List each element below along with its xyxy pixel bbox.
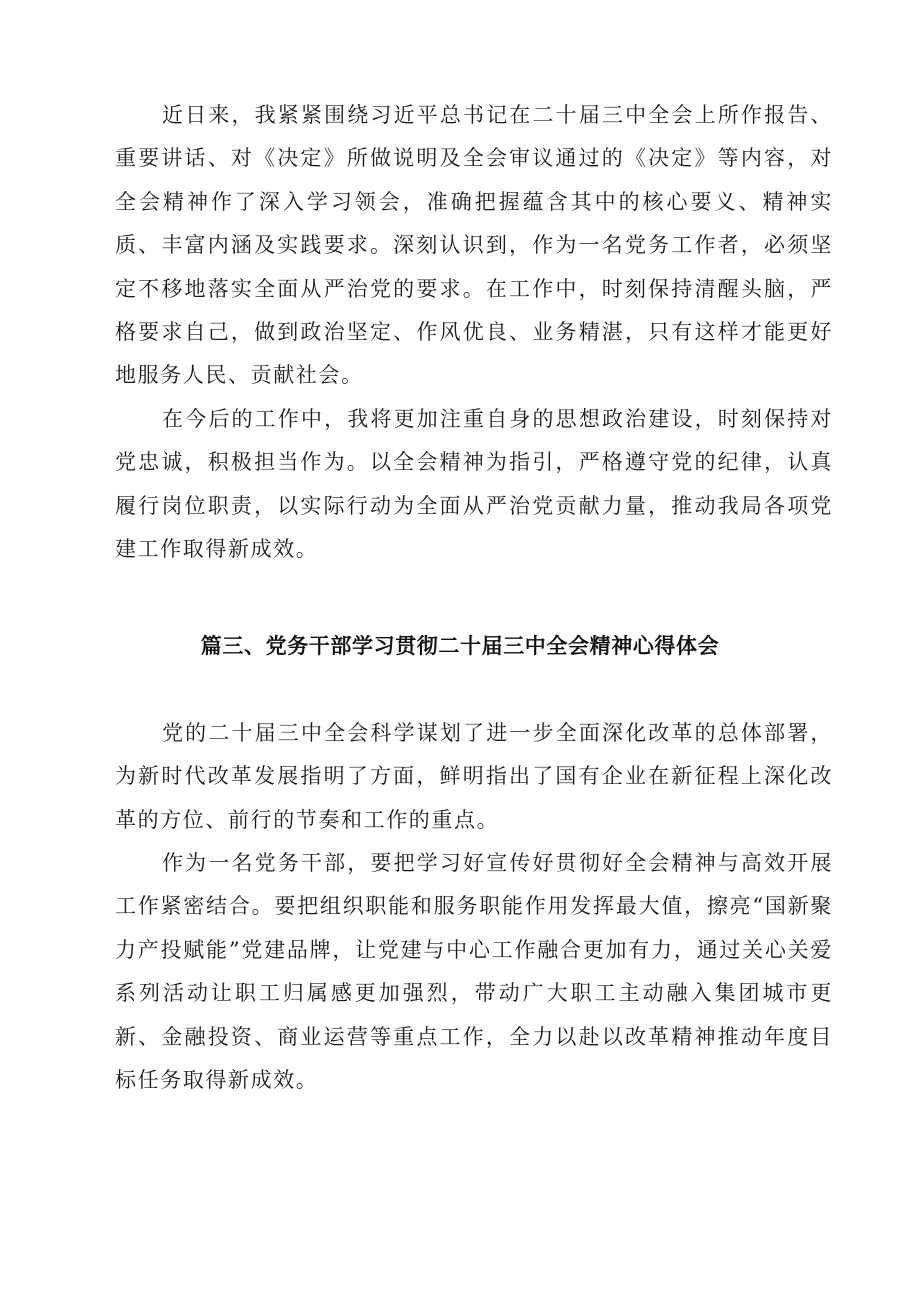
- body-paragraph: 作为一名党务干部，要把学习好宣传好贯彻好全会精神与高效开展工作紧密结合。要把组织职能和服务职能作用发挥最大值，擦亮“国新聚力产投赋能”党建品牌，让党建与中心工作融合更加有力，通过关心关爱系列活动让职工归属感更加强烈，带动广大职工主动融入集团城市更新、金融投资、商业运营等重点工作，全力以赴以改革精神推动年度目标任务取得新成效。: [115, 851, 833, 1093]
- body-paragraph: 近日来，我紧紧围绕习近平总书记在二十届三中全会上所作报告、重要讲话、对《决定》所做说明及全会审议通过的《决定》等内容，对全会精神作了深入学习领会，准确把握蕴含其中的核心要义、精神实质、丰富内涵及实践要求。深刻认识到，作为一名党务工作者，必须坚定不移地落实全面从严治党的要求。在工作中，时刻保持清醒头脑，严格要求自己，做到政治坚定、作风优良、业务精湛，只有这样才能更好地服务人民、贡献社会。: [115, 103, 833, 388]
- body-paragraph: 党的二十届三中全会科学谋划了进一步全面深化改革的总体部署，为新时代改革发展指明了方面，鲜明指出了国有企业在新征程上深化改革的方位、前行的节奏和工作的重点。: [115, 721, 833, 832]
- section-title: 篇三、党务干部学习贯彻二十届三中全会精神心得体会: [200, 634, 720, 658]
- body-paragraph: 在今后的工作中，我将更加注重自身的思想政治建设，时刻保持对党忠诚，积极担当作为。以全会精神为指引，严格遵守党的纪律，认真履行岗位职责，以实际行动为全面从严治党贡献力量，推动我局各项党建工作取得新成效。: [115, 407, 833, 562]
